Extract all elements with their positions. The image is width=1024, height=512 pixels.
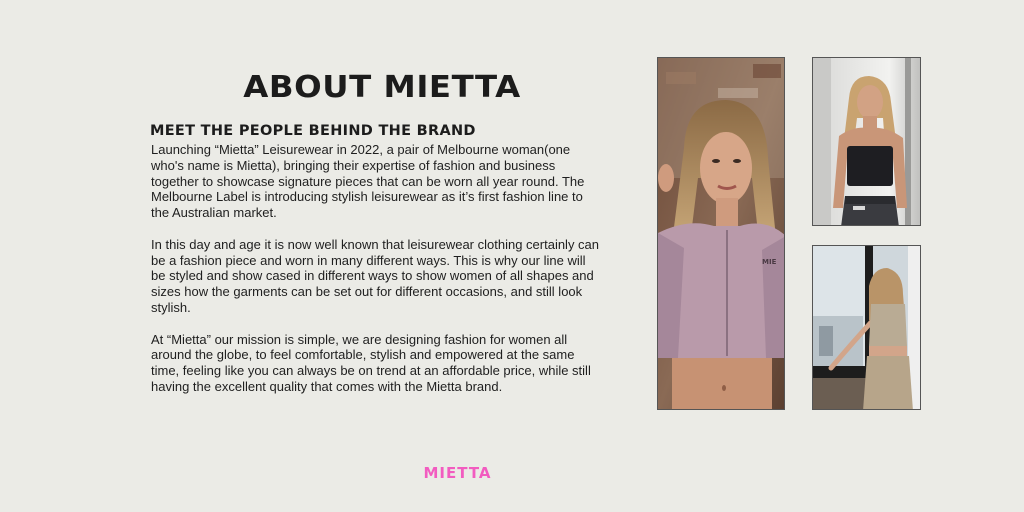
hoodie-logo-text: MIE — [762, 258, 777, 266]
model-photo-window — [812, 245, 921, 410]
model-photo-hoodie — [657, 57, 785, 410]
model-photo-tube-top — [812, 57, 921, 226]
page-title: ABOUT MIETTA — [243, 70, 521, 105]
paragraph: At “Mietta” our mission is simple, we are designing fashion for women all around the globe, to feel comfortable, stylish and empowered at the same time, feeling like you can always be on trend at an affordable price, while still having the excellent quality that comes with the Mietta brand. — [151, 331, 591, 394]
paragraph: Launching “Mietta” Leisurewear in 2022, a pair of Melbourne woman(one who's name is Mietta), bringing their expertise of fashion and business together to showcase signature pieces that can be worn all year round. The Melbourne Label is introducing stylish leisurewear as it’s first fashion line to the Australian market. — [151, 142, 585, 221]
paragraph: In this day and age it is now well known that leisurewear clothing certainly can be a fashion piece and worn in many different ways. This is why our line will be styled and show cased in different ways to show women of all shapes and sizes how the garments can be set out for different occasions, and still look stylish. — [151, 236, 600, 315]
about-body — [151, 142, 601, 411]
footer-brand-logo: MIETTA — [423, 464, 492, 482]
section-subtitle: MEET THE PEOPLE BEHIND THE BRAND — [150, 123, 476, 139]
